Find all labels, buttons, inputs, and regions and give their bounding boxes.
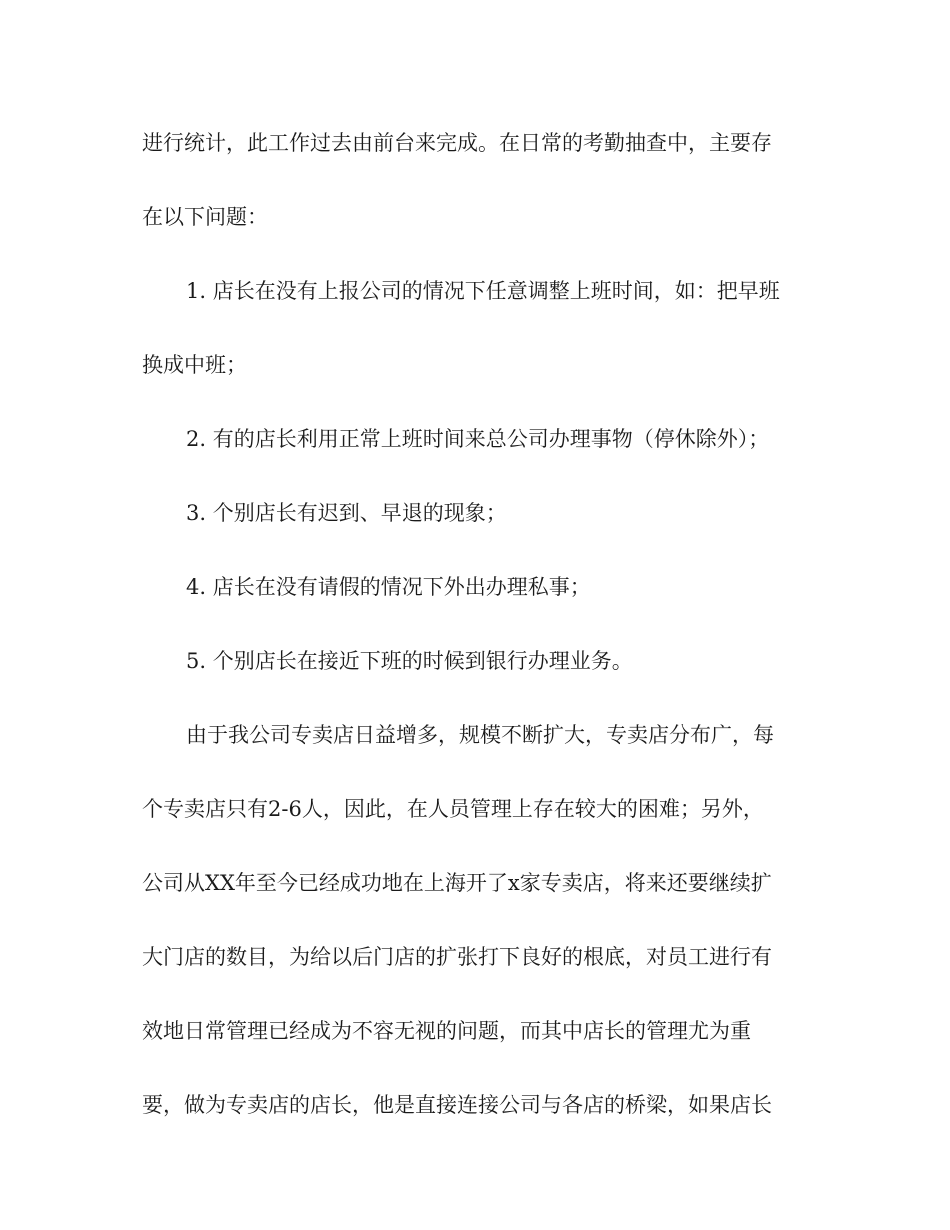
list-item: 3. 个别店长有迟到、早退的现象； xyxy=(186,501,507,525)
text-line: 效地日常管理已经成为不容无视的问题，而其中店长的管理尤为重 xyxy=(142,1019,751,1043)
text-line: 大门店的数目，为给以后门店的扩张打下良好的根底，对员工进行有 xyxy=(142,945,772,969)
list-item: 4. 店长在没有请假的情况下外出办理私事； xyxy=(186,575,591,599)
text-line: 换成中班； xyxy=(142,353,247,377)
text-line: 要，做为专卖店的店长，他是直接连接公司与各店的桥梁，如果店长 xyxy=(142,1093,772,1117)
text-line: 进行统计，此工作过去由前台来完成。在日常的考勤抽查中，主要存 xyxy=(142,131,772,155)
text-line: 个专卖店只有2-6人，因此，在人员管理上存在较大的困难；另外， xyxy=(142,797,764,821)
list-item: 5. 个别店长在接近下班的时候到银行办理业务。 xyxy=(186,649,633,673)
text-line: 公司从XX年至今已经成功地在上海开了x家专卖店，将来还要继续扩 xyxy=(142,871,772,895)
paragraph-start: 由于我公司专卖店日益增多，规模不断扩大，专卖店分布广，每 xyxy=(186,723,774,747)
list-item: 1. 店长在没有上报公司的情况下任意调整上班时间，如：把早班 xyxy=(186,279,780,303)
text-line: 在以下问题： xyxy=(142,205,268,229)
list-item: 2. 有的店长利用正常上班时间来总公司办理事物（停休除外）； xyxy=(186,427,770,451)
